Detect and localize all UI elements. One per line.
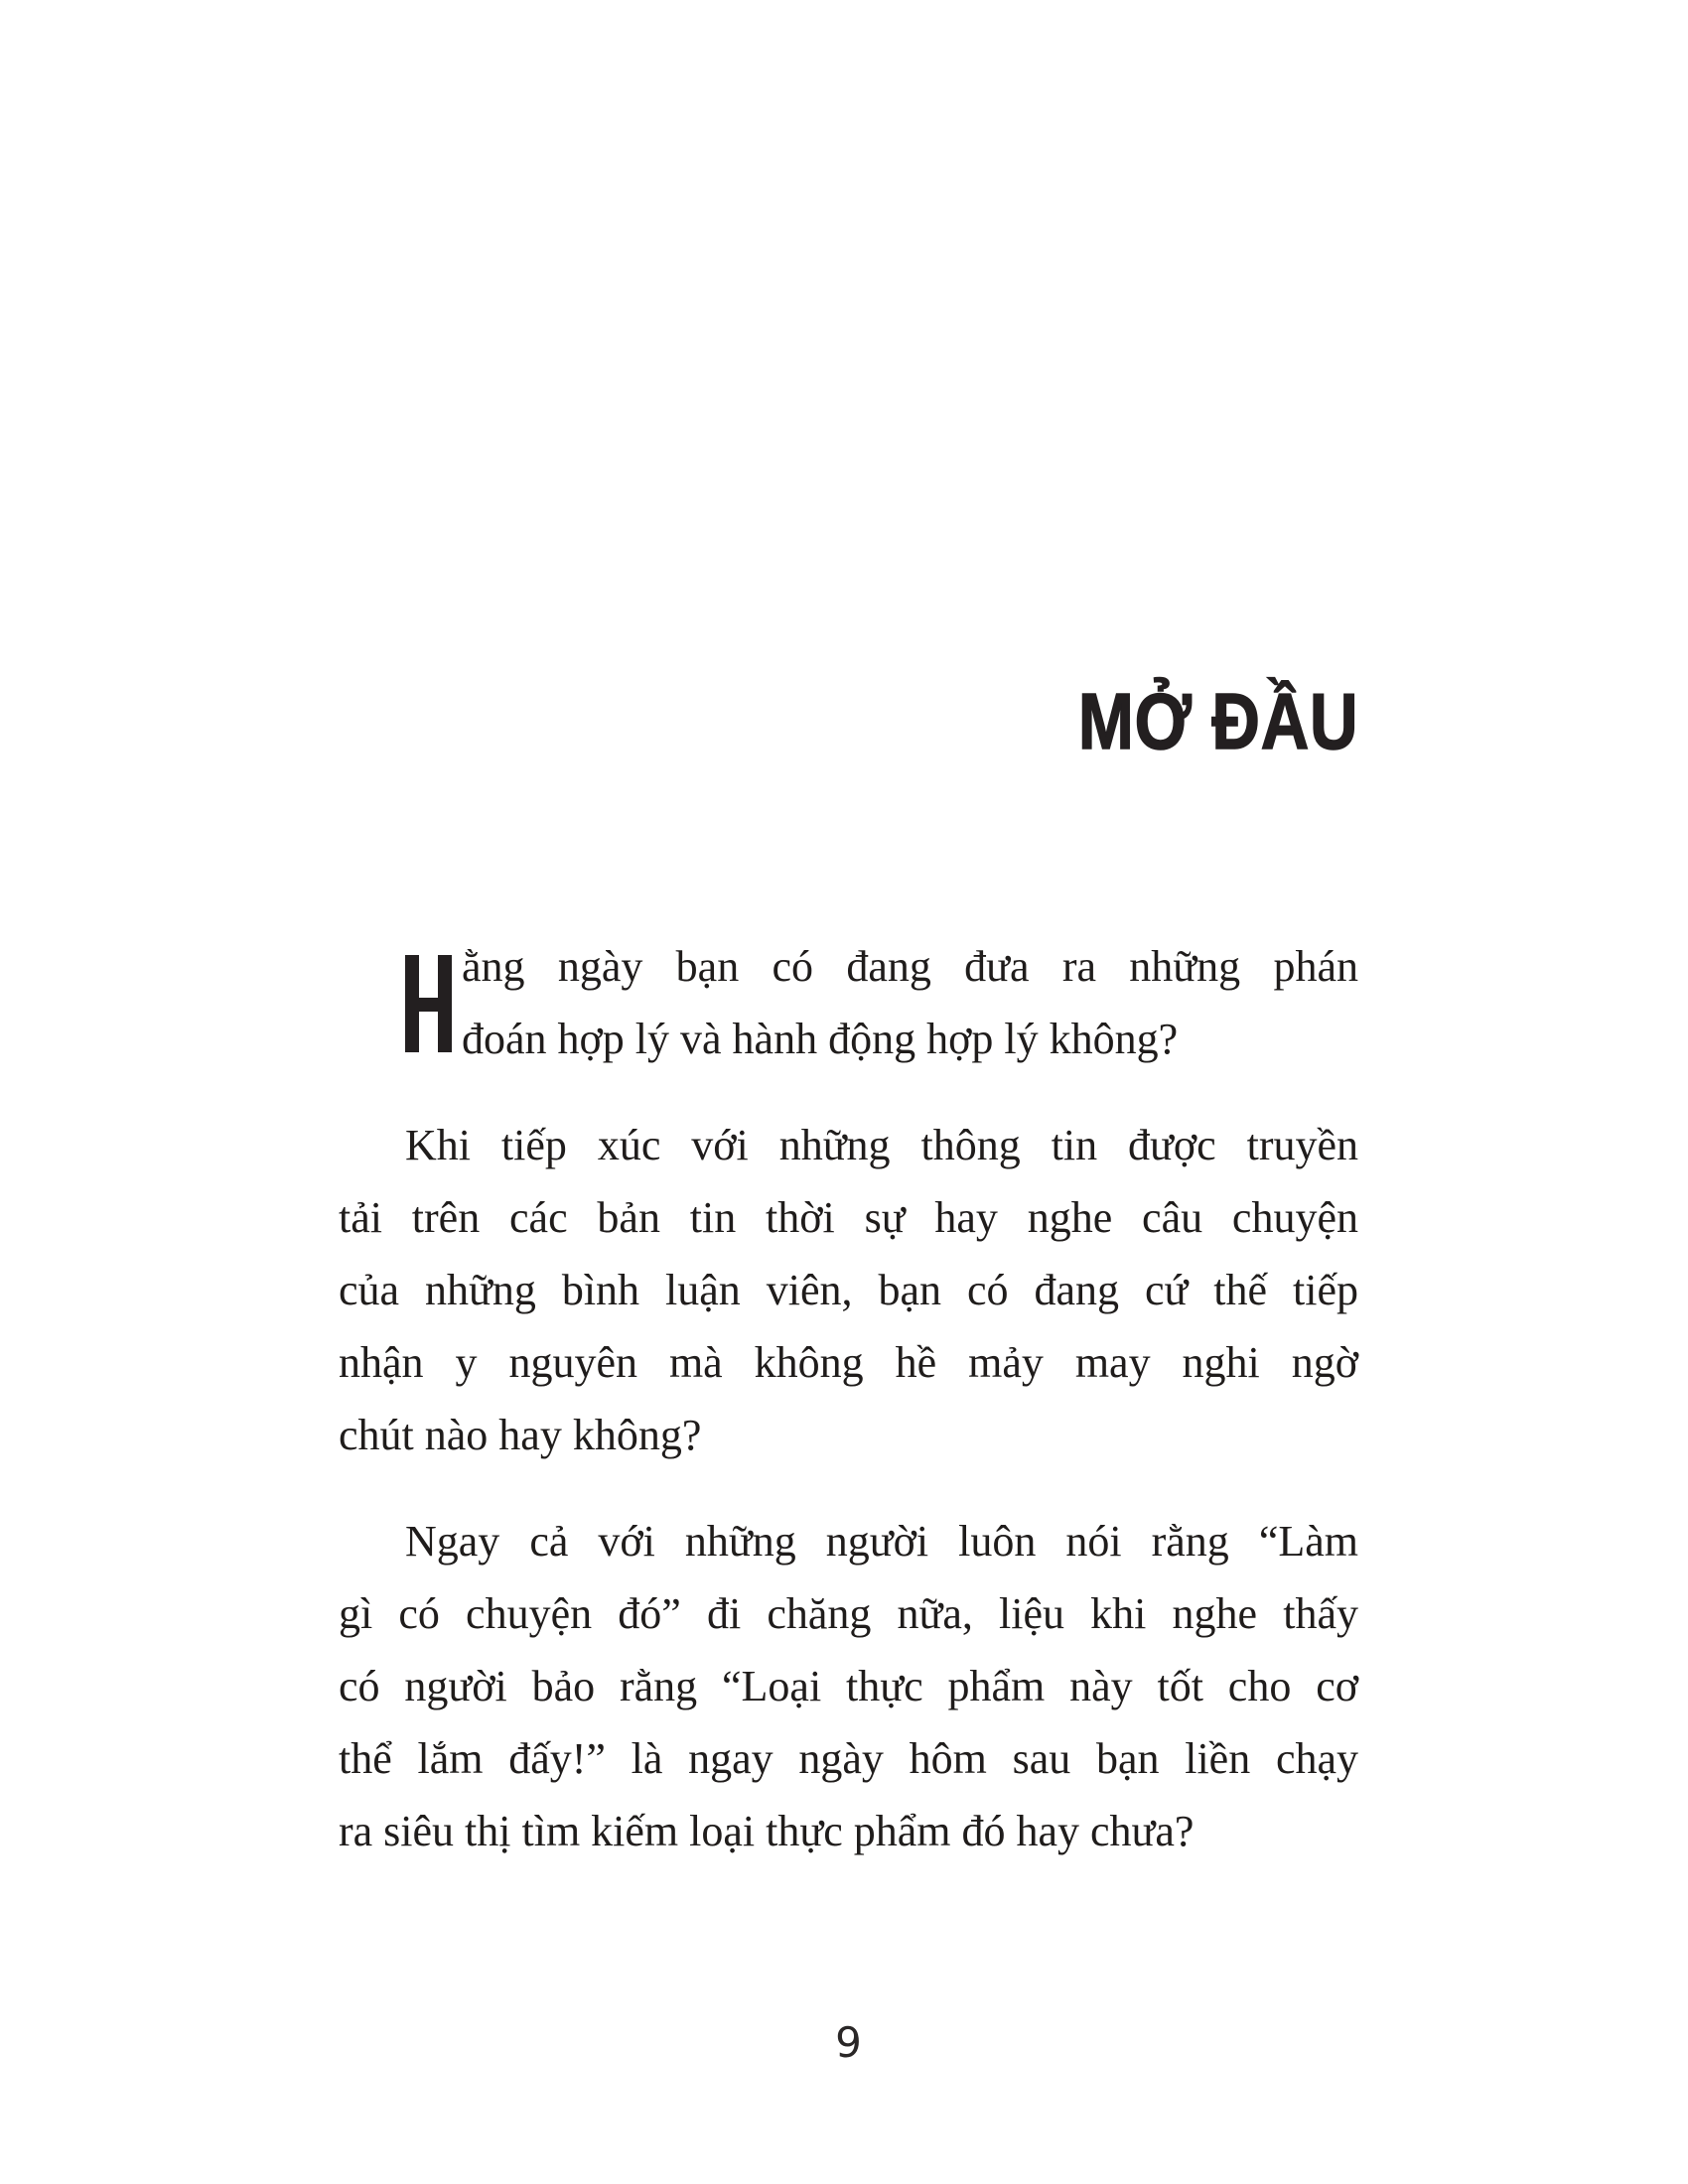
body-line: ra siêu thị tìm kiếm loại thực phẩm đó hay chưa?	[339, 1807, 1195, 1855]
body-line: tải trên các bản tin thời sự hay nghe câu chuyện	[339, 1193, 1358, 1242]
body-line: có người bảo rằng “Loại thực phẩm này tốt cho cơ	[339, 1662, 1358, 1710]
page-number: 9	[835, 2018, 862, 2067]
chapter-title: MỞ ĐẦU	[1077, 676, 1358, 765]
paragraph-1	[339, 930, 1358, 1075]
body-line: thể lắm đấy!” là ngay ngày hôm sau bạn liền chạy	[339, 1734, 1358, 1783]
body-line: Ngay cả với những người luôn nói rằng “Làm	[405, 1517, 1358, 1566]
body-line: của những bình luận viên, bạn có đang cứ thế tiếp	[339, 1266, 1358, 1314]
body-line: chút nào hay không?	[339, 1411, 702, 1459]
body-line: Khi tiếp xúc với những thông tin được truyền	[405, 1121, 1358, 1169]
paragraph-3	[339, 1505, 1358, 1867]
body-line: ằng ngày bạn có đang đưa ra những phán	[462, 942, 1358, 991]
body-text-column	[339, 930, 1358, 1867]
body-line: đoán hợp lý và hành động hợp lý không?	[462, 1015, 1179, 1063]
body-line: gì có chuyện đó” đi chăng nữa, liệu khi nghe thấy	[339, 1589, 1358, 1638]
paragraph-2	[339, 1109, 1358, 1471]
drop-cap-letter-h	[405, 955, 452, 1052]
body-line: nhận y nguyên mà không hề mảy may nghi ngờ	[339, 1338, 1358, 1387]
